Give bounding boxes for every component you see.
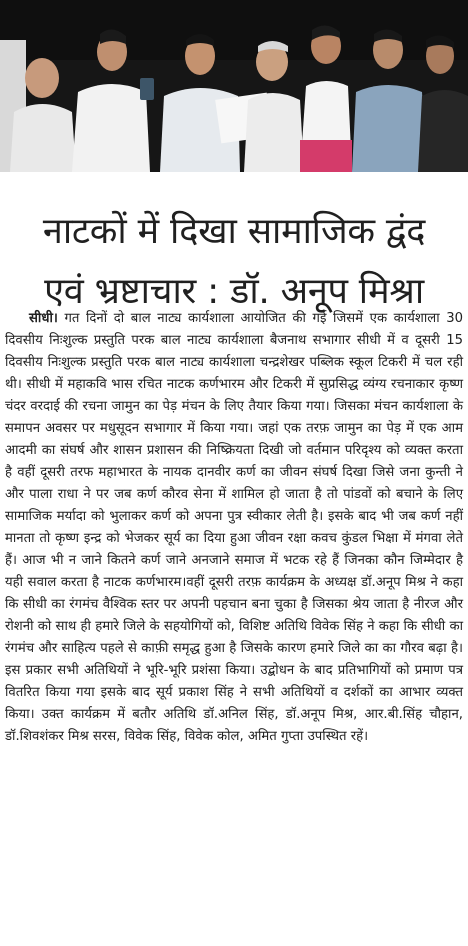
headline — [0, 205, 468, 319]
headline-line-2: एवं भ्रष्टाचार : डॉ. अनूप मिश्रा — [44, 270, 424, 312]
dateline: सीधी। — [29, 311, 58, 326]
event-photo — [0, 0, 468, 172]
article-paragraph — [5, 308, 463, 748]
article-text: गत दिनों दो बाल नाट्य कार्यशाला आयोजित की गई जिसमें एक कार्यशाला 30 दिवसीय निःशुल्क प्रस्तुति परक बाल नाट्य कार्यशाला बैजनाथ सभागार सीधी में व दूसरी 15 दिवसीय निःशुल्क प्रस्तुति परक बाल नाट्य कार्यशाला चन्द्रशेखर पब्लिक स्कूल टिकरी में चल रही थी। सीधी में महाकवि भास रचित नाटक कर्णभारम और टिकरी में सुप्रसिद्ध व्यंग्य रचनाकार कृष्ण चंदर वरदाई की रचना जामुन का पेड़ मंचन के लिए तैयार किया गया। जिसका मंचन कार्यशाला के समापन अवसर पर मधुसूदन सभागार में किया गया। जहां एक तरफ़ जामुन का पेड़ में एक आम आदमी का संघर्ष और शासन प्रशासन की निष्क्रियता दिखी जो वर्तमान परिदृश्य को व्यक्त करता है वहीं दूसरी तरफ महाभारत के नायक दानवीर कर्ण का जीवन संघर्ष दिखा जिसे जना कुन्ती ने और पाला राधा ने पर जब कर्ण कौरव सेना में शामिल हो जाता है तो पांडवों को बचाने के लिए सामाजिक मर्यादा को भुलाकर कर्ण को अपना पुत्र स्वीकार लेती है। इसके बाद भी जब कर्ण नहीं मानता तो कृष्ण इन्द्र को भेजकर सूर्य का दिया हुआ जीवन रक्षा कवच कुंडल भिक्षा में मंगवा लेते हैं। आज भी न जाने कितने कर्ण जाने अनजाने समाज में भटक रहे हैं जिनका कौन जिम्मेदार है यही सवाल करता है नाटक कर्णभारम।वहीं दूसरी तरफ़ कार्यक्रम के अध्यक्ष डॉ.अनूप मिश्र ने कहा कि सीधी का रंगमंच वैश्विक स्तर पर अपनी पहचान बना चुका है जिसका श्रेय जाता है नीरज और रोशनी को साथ ही हमारे जिले के सहयोगियों को, विशिष्ट अतिथि विवेक सिंह ने कहा कि सीधी का रंगमंच और साहित्य पहले से काफ़ी समृद्ध हुआ है जिसके कारण हमारे जिले का का गौरव बढ़ा है। इस प्रकार सभी अतिथियों ने भूरि-भूरि प्रशंसा किया। उद्बोधन के बाद प्रतिभागियों को प्रमाण पत्र वितरित किया गया इसके बाद सूर्य प्रकाश सिंह ने सभी अतिथियों व दर्शकों का आभार व्यक्त किया। उक्त कार्यक्रम में बतौर अतिथि डॉ.अनिल सिंह, डॉ.अनूप मिश्र, आर.बी.सिंह चौहान, डॉ.शिवशंकर मिश्र सरस, विवेक सिंह, विवेक कोल, अमित गुप्ता उपस्थित रहें। — [5, 311, 463, 744]
headline-line-1: नाटकों में दिखा सामाजिक द्वंद — [42, 210, 426, 252]
article-body — [5, 308, 463, 748]
